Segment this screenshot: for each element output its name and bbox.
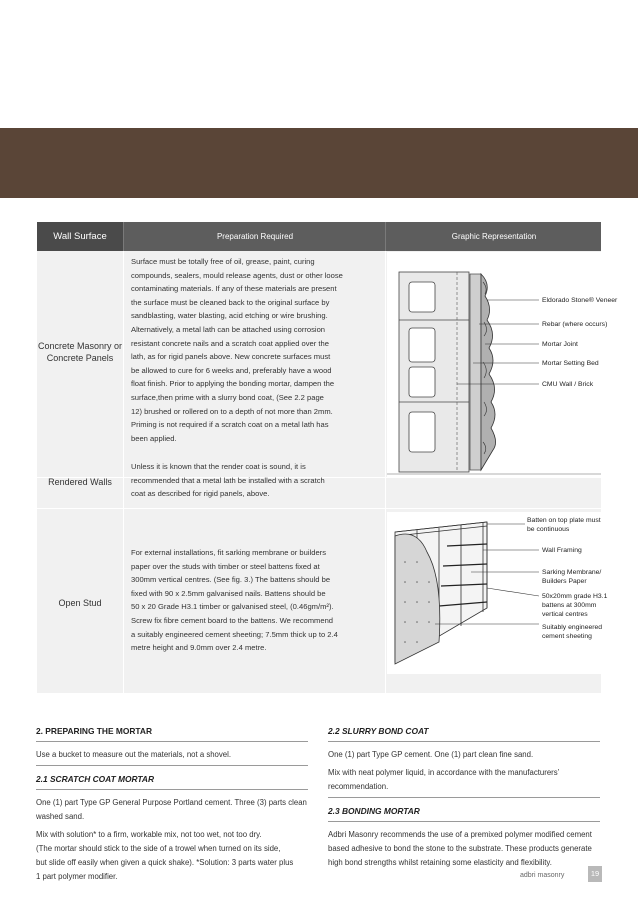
text-line: 12) brushed or rollered on to a depth of not more than 2mm. [131, 406, 333, 416]
intro-text: Use a bucket to measure out the materials, not a shovel. [36, 750, 232, 759]
subsection-title: 2.2 SLURRY BOND COAT [328, 726, 429, 736]
text-line: Mix with solution* to a firm, workable mix, not too wet, not too dry. [36, 830, 262, 839]
row-label-rendered: Rendered Walls [48, 477, 112, 487]
text-line: Adbri Masonry recommends the use of a premixed polymer modified cement [328, 830, 592, 839]
text-line: 300mm vertical centres. (See fig. 3.) The battens should be [131, 575, 331, 585]
text-line: One (1) part Type GP cement. One (1) part clean fine sand. [328, 750, 534, 759]
text-line: coat as described for rigid panels, above. [131, 489, 270, 499]
subsection-title: 2.3 BONDING MORTAR [328, 806, 420, 816]
cmu-block-column [399, 272, 469, 472]
label-sarking-membrane-2: Builders Paper [542, 578, 587, 585]
text-line: 50 x 20 Grade H3.1 timber or galvanised steel, (0.46gm/m²). [131, 602, 334, 612]
text-line: metre height and 9.0mm over 2.4 metre. [131, 643, 267, 653]
cmu-wall-section-diagram [387, 252, 618, 478]
label-cement-sheeting: Suitably engineered [542, 624, 603, 631]
text-line: One (1) part Type GP General Purpose Portland cement. Three (3) parts clean [36, 798, 307, 807]
text-line: high bond strengths whilst retaining some elasticity and flexibility. [328, 858, 552, 867]
label-cement-sheeting-2: cement sheeting [542, 633, 592, 640]
text-line: surface,then prime with a slurry bond coat, (See 2.2 page [131, 392, 324, 402]
preparing-mortar-section [36, 724, 308, 884]
text-line: contaminating materials. If any of these materials are present [131, 284, 337, 294]
text-line: Surface must be totally free of oil, grease, paint, curing [131, 257, 315, 266]
section-rule [36, 789, 308, 790]
text-line: Priming is not required if a scratch coat on a metal lath has [131, 420, 329, 430]
section-rule [328, 741, 600, 742]
text-line: resistant concrete nails and a scratch coat applied over the [131, 338, 329, 348]
text-line: the surface must be cleaned back to the original surface by [131, 297, 330, 307]
label-battens-2: battens at 300mm [542, 602, 597, 609]
label-rebar: Rebar (where occurs) [542, 321, 608, 328]
text-line: recommendation. [328, 782, 389, 791]
text-line: 1 part polymer modifier. [36, 872, 118, 881]
bond-coat-section [328, 724, 600, 870]
label-batten-top-plate-2: be continuous [527, 526, 570, 533]
section-rule [36, 741, 308, 742]
text-line: been applied. [131, 433, 177, 443]
footer-brand: adbri masonry [520, 872, 565, 879]
label-batten-top-plate: Batten on top plate must [527, 517, 601, 524]
text-line: Alternatively, a metal lath can be attached using corrosion [131, 324, 326, 334]
row-text-rendered [131, 460, 375, 501]
text-line: be allowed to cure for 6 weeks and, preferably have a wood [131, 365, 332, 375]
label-sarking-membrane: Sarking Membrane/ [542, 569, 602, 576]
text-line: Screw fix fibre cement board to the battens. We recommend [131, 615, 334, 625]
label-wall-framing: Wall Framing [542, 547, 582, 554]
row-label-concrete: Concrete Masonry or Concrete Panels [37, 341, 123, 363]
label-cmu-wall: CMU Wall / Brick [542, 381, 594, 388]
text-line: For external installations, fit sarking membrane or builders [131, 548, 326, 557]
text-line: a suitably engineered cement sheeting; 7.5mm thick up to 2.4 [131, 629, 338, 639]
table-header [37, 222, 601, 251]
text-line: based adhesive to bond the stone to the substrate. These products generate [328, 844, 592, 853]
section-title: 2. PREPARING THE MORTAR [36, 726, 153, 736]
label-battens: 50x20mm grade H3.1 [542, 593, 608, 600]
text-line: washed sand. [36, 812, 85, 821]
subsection-title: 2.1 SCRATCH COAT MORTAR [36, 774, 155, 784]
wall-preparation-table [37, 222, 618, 693]
header-band [0, 128, 638, 198]
text-line: compounds, sealers, mould release agents, dust or other loose [131, 270, 343, 280]
label-mortar-joint: Mortar Joint [542, 341, 578, 348]
open-stud-framing-diagram [387, 512, 608, 674]
text-line: Mix with neat polymer liquid, in accordance with the manufacturers’ [328, 768, 560, 777]
text-line: lath, as for rigid panels above. New concrete surfaces must [131, 352, 331, 362]
header-graphic-representation: Graphic Representation [385, 222, 602, 251]
text-line: paper over the studs with timber or steel battens fixed at [131, 561, 320, 571]
page-number: 19 [588, 866, 602, 882]
text-line: fixed with 90 x 2.5mm galvanised nails. Battens should be [131, 588, 326, 598]
row-divider [37, 508, 601, 509]
section-rule [328, 821, 600, 822]
label-stone-veneer: Eldorado Stone® Veneer [542, 297, 618, 304]
row-text-concrete [131, 255, 375, 445]
label-battens-3: vertical centres [542, 611, 588, 618]
row-text-open-stud [131, 546, 375, 655]
text-line: float finish. Prior to applying the bonding mortar, dampen the [131, 379, 335, 389]
label-mortar-setting-bed: Mortar Setting Bed [542, 360, 599, 367]
header-preparation-required: Preparation Required [123, 222, 386, 251]
text-line: recommended that a metal lath be installed with a scratch [131, 475, 325, 485]
column-divider [123, 251, 124, 693]
row-label-open-stud: Open Stud [58, 598, 102, 608]
header-wall-surface: Wall Surface [37, 222, 123, 251]
section-rule [36, 765, 308, 766]
text-line: Unless it is known that the render coat is sound, it is [131, 462, 306, 471]
text-line: sandblasting, water blasting, acid etching or wire brushing. [131, 311, 328, 321]
text-line: (The mortar should stick to the side of a trowel when turned on its side, [36, 844, 281, 853]
text-line: but slide off easily when given a quick shake). *Solution: 3 parts water plus [36, 858, 294, 867]
column-divider [385, 251, 386, 693]
section-rule [328, 797, 600, 798]
